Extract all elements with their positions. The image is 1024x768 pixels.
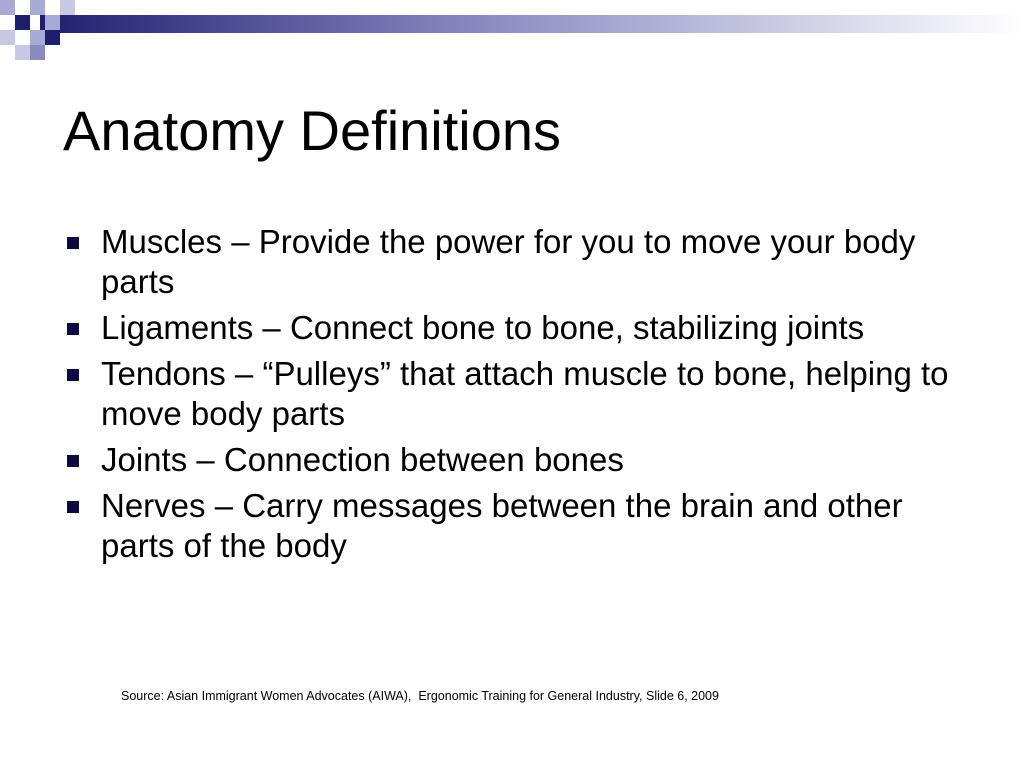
decor-square <box>30 0 45 15</box>
decor-square <box>15 45 30 60</box>
square-bullet-icon <box>67 323 79 335</box>
bullet-item <box>63 308 963 348</box>
bullet-text: Tendons – “Pulleys” that attach muscle to bone, helping to move body parts <box>101 355 949 432</box>
bullet-list <box>63 222 963 572</box>
decor-square <box>0 0 15 15</box>
decor-square <box>30 30 45 45</box>
square-bullet-icon <box>67 369 79 381</box>
bullet-text: Ligaments – Connect bone to bone, stabilizing joints <box>101 309 865 346</box>
decor-square <box>0 30 15 45</box>
decor-square <box>45 30 60 45</box>
bullet-text: Nerves – Carry messages between the brain and other parts of the body <box>101 487 903 564</box>
square-bullet-icon <box>67 237 79 249</box>
decor-square <box>30 45 45 60</box>
header-gradient-band <box>40 15 1024 33</box>
slide-title: Anatomy Definitions <box>63 99 562 162</box>
bullet-item <box>63 486 963 566</box>
decor-square <box>15 15 30 30</box>
bullet-item <box>63 354 963 434</box>
bullet-item <box>63 222 963 302</box>
decor-square <box>60 0 75 15</box>
source-citation: Source: Asian Immigrant Women Advocates (AIWA), Ergonomic Training for General Industry, Slide 6, 2009 <box>121 689 719 703</box>
bullet-text: Muscles – Provide the power for you to move your body parts <box>101 223 916 300</box>
header-decoration <box>0 0 1024 70</box>
square-bullet-icon <box>67 501 79 513</box>
square-bullet-icon <box>67 455 79 467</box>
bullet-text: Joints – Connection between bones <box>101 441 624 478</box>
decor-square <box>45 15 60 30</box>
bullet-item <box>63 440 963 480</box>
